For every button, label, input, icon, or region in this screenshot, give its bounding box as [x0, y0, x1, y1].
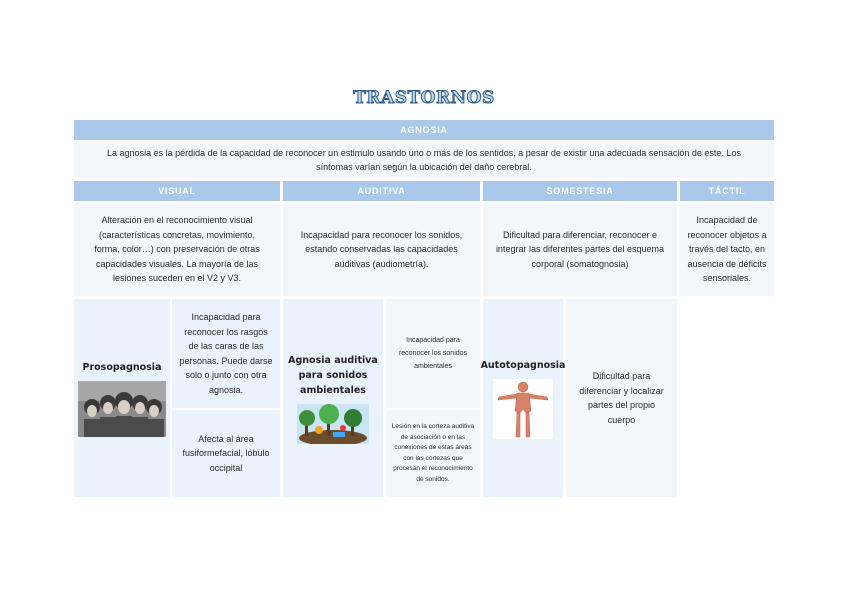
prosopagnosia-card	[74, 299, 170, 497]
prosopagnosia-name: Prosopagnosia	[82, 361, 162, 373]
environment-sounds-image	[297, 404, 369, 444]
visual-description: Alteración en el reconocimiento visual (características concretas, movimiento, forma, color…) con preservación de otras capacidades visuales. La mayoría de las lesiones suceden en el V2 y V3.	[74, 203, 280, 296]
auditory-agnosia-location: Lesión en la corteza auditiva de asociación o en las conexiones de estas áreas con las cortezas que procesan el reconocimiento de sonidos.	[386, 410, 480, 497]
column-header-visual: VISUAL	[74, 181, 280, 201]
autotopagnosia-name: Autotopagnosia	[480, 359, 566, 371]
auditory-agnosia-name: Agnosia auditiva para sonidos ambientales	[288, 354, 378, 396]
autotopagnosia-card	[480, 299, 566, 497]
column-header-auditiva: AUDITIVA	[283, 181, 480, 201]
auditory-agnosia-card	[283, 299, 383, 497]
autotopagnosia-symptom: Dificultad para diferenciar y localizar partes del propio cuerpo	[566, 299, 677, 497]
auditory-agnosia-symptom: Incapacidad para reconocer los sonidos ambientales	[386, 299, 480, 408]
somestesia-description: Dificultad para diferenciar, reconocer e integrar las diferentes partes del esquema corporal (somatognosia)	[483, 203, 677, 296]
page-title: TRASTORNOS	[353, 88, 495, 108]
tactil-description: Incapacidad de reconocer objetos a través del tacto, en ausencia de déficits sensoriales.	[680, 203, 774, 296]
body-anatomy-image	[493, 379, 553, 439]
prosopagnosia-symptom: Incapacidad para reconocer los rasgos de las caras de las personas. Puede darse solo o junto con otra agnosia.	[172, 299, 280, 408]
prosopagnosia-location: Afecta al área fusiformefacial, lóbulo occipital	[172, 410, 280, 497]
agnosia-header: AGNOSIA	[74, 120, 774, 140]
auditiva-description: Incapacidad para reconocer los sonidos, estando conservadas las capacidades auditivas (audiometría).	[283, 203, 480, 296]
faces-photo-image	[78, 381, 166, 437]
column-header-somestesia: SOMESTESIA	[483, 181, 677, 201]
column-header-tactil: TÁCTIL	[680, 181, 774, 201]
agnosia-definition: La agnosia es la pérdida de la capacidad de reconocer un estimulo usando uno o más de los sentidos, a pesar de existir una adecuada sensación de este. Los síntomas varían según la ubicación del daño cerebral.	[74, 142, 774, 178]
